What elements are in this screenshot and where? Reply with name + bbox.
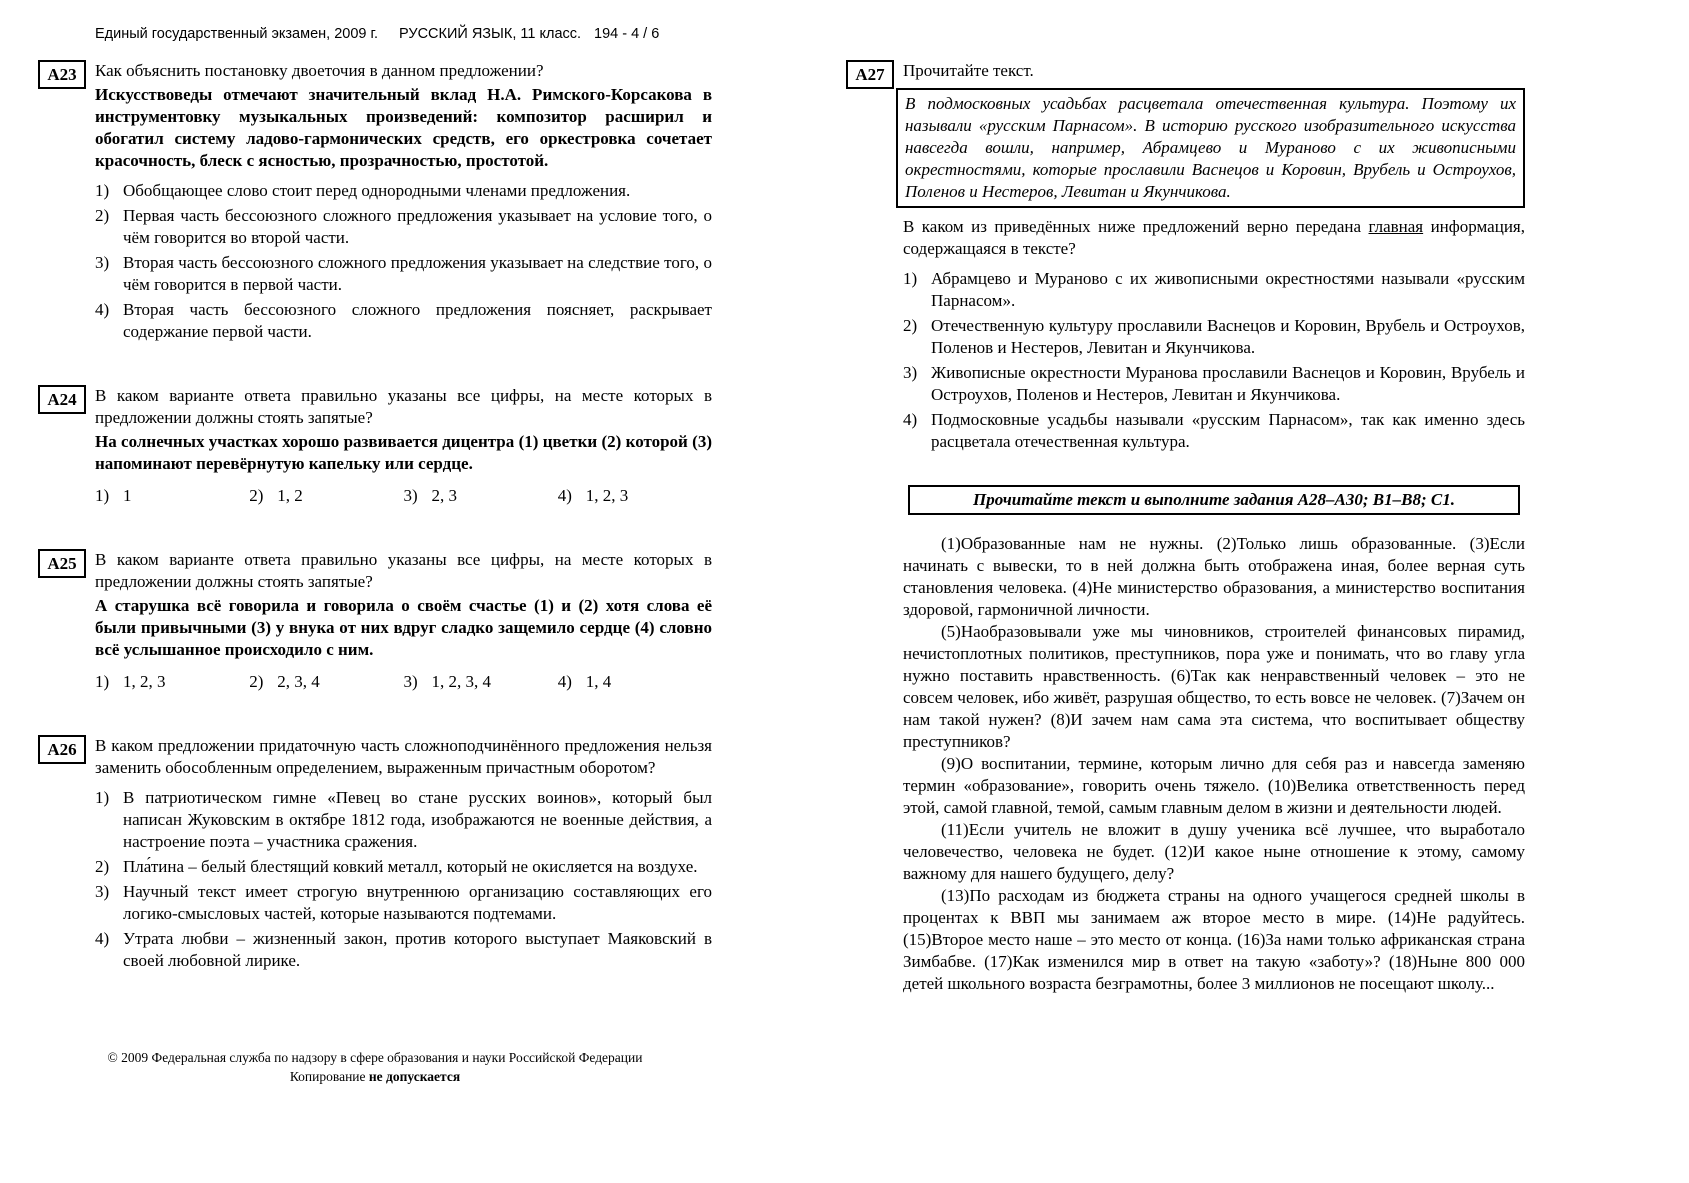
- answer-option: [558, 671, 712, 693]
- option-number: 2): [95, 206, 110, 225]
- answer-option: [95, 881, 712, 925]
- answer-options: [95, 671, 712, 693]
- option-number: 4): [557, 486, 572, 505]
- option-number: 4): [95, 300, 110, 319]
- question-prompt: В каком варианте ответа правильно указаны все цифры, на месте которых в предложении должны стоять запятые?: [95, 386, 712, 427]
- question-label-a23: А23: [38, 60, 86, 89]
- answer-options: [95, 787, 712, 972]
- header-exam-title: Единый государственный экзамен, 2009 г.: [95, 26, 379, 42]
- option-text: Научный текст имеет строгую внутреннюю организацию составляющих его логико-смысловых частей, которые называются подтемами.: [123, 882, 712, 923]
- question-a24: [38, 385, 712, 507]
- option-text: 2, 3: [431, 486, 457, 505]
- option-text: Вторая часть бессоюзного сложного предложения указывает на следствие того, о чём говорится в первой части.: [123, 253, 712, 294]
- answer-option: [903, 409, 1525, 453]
- option-number: 1): [903, 269, 918, 288]
- question-a26: [38, 735, 712, 972]
- option-number: 4): [903, 410, 918, 429]
- answer-option: [95, 671, 249, 693]
- footer-notice-prefix: Копирование: [289, 1069, 369, 1084]
- answer-option: [903, 362, 1525, 406]
- option-text: Живописные окрестности Муранова прославили Васнецов и Коровин, Врубель и Остроухов, Поленов и Нестеров, Левитан и Якунчикова.: [931, 363, 1525, 404]
- passage-paragraph: (5)Наобразовывали уже мы чиновников, строителей финансовых пирамид, нечистоплотных политиков, преступников, пора уже и понимать, что во главу угла нужно поставить нравственность. (6)Так как ненравственный человек – это не совсем человек, ибо живёт, разрушая общество, то есть вовсе не человек. (7)Зачем он нам такой нужен? (8)И зачем нам сама эта система, что воспитывает обществу преступников?: [903, 622, 1525, 751]
- question-text-underlined: главная: [1368, 217, 1424, 236]
- question-body-a23: [95, 60, 712, 343]
- option-text: В патриотическом гимне «Певец во стане русских воинов», который был написан Жуковским в октябре 1812 года, изображаются не военные действия, а настроение поэта – участника сражения.: [123, 788, 712, 851]
- option-number: 2): [249, 486, 264, 505]
- question-prompt: Прочитайте текст.: [903, 61, 1034, 80]
- answer-option: [95, 205, 712, 249]
- option-number: 1): [95, 788, 110, 807]
- question-label-a25: А25: [38, 549, 86, 578]
- page-footer: [38, 1048, 712, 1086]
- option-text: Абрамцево и Мураново с их живописными окрестностями называли «русским Парнасом».: [931, 269, 1525, 310]
- header-page-code: 194 - 4 / 6: [594, 26, 660, 42]
- answer-option: [95, 299, 712, 343]
- option-text: Утрата любви – жизненный закон, против которого выступает Маяковский в своей любовной лирике.: [123, 929, 712, 970]
- option-text: 1, 2, 3: [123, 672, 166, 691]
- passage-paragraph: (9)О воспитании, термине, которым лично для себя раз и навсегда заменяю термин «образование», говорить очень тяжело. (10)Велика ответственность перед этой, самой главной, темой, самым главным делом в жизни и деятельности людей.: [903, 754, 1525, 817]
- option-text: Вторая часть бессоюзного сложного предложения поясняет, раскрывает содержание первой части.: [123, 300, 712, 341]
- footer-notice-bold: не допускается: [368, 1069, 461, 1084]
- option-number: 1): [95, 672, 110, 691]
- question-body-a25: [95, 549, 712, 693]
- option-text: 1, 2, 3, 4: [431, 672, 491, 691]
- question-sentence: А старушка всё говорила и говорила о своём счастье (1) и (2) хотя слова её были привычными (3) у внука от них вдруг сладко защемило сердце (4) словно всё услышанное происходило с ним.: [95, 596, 712, 659]
- option-number: 3): [403, 672, 418, 691]
- option-number: 1): [95, 181, 110, 200]
- question-sentence: На солнечных участках хорошо развивается дицентра (1) цветки (2) которой (3) напоминают перевёрнутую капельку или сердце.: [95, 432, 712, 473]
- reading-section: [903, 485, 1525, 995]
- answer-option: [95, 856, 712, 878]
- option-number: 4): [557, 672, 572, 691]
- option-number: 1): [95, 486, 110, 505]
- question-prompt: В каком варианте ответа правильно указаны все цифры, на месте которых в предложении должны стоять запятые?: [95, 550, 712, 591]
- question-prompt: В каком предложении придаточную часть сложноподчинённого предложения нельзя заменить обособленным определением, выраженным причастным оборотом?: [95, 736, 712, 777]
- question-sentence: Искусствоведы отмечают значительный вклад Н.А. Римского-Корсакова в инструментовку музыкальных произведений: композитор расширил и обогатил систему ладово-гармонических средств, его оркестровка сочетает красочность, блеск с ясностью, прозрачностью, простотой.: [95, 85, 712, 170]
- answer-option: [249, 485, 403, 507]
- question-text-before: В каком из приведённых ниже предложений верно передана: [903, 217, 1369, 236]
- passage-paragraph: (11)Если учитель не вложит в душу ученика всё лучшее, что выработало человечество, человека не будет. (12)И какое ныне отношение к этому, самому важному для нашего будущего, делу?: [903, 820, 1525, 883]
- question-text: [903, 216, 1525, 260]
- question-label-a24: А24: [38, 385, 86, 414]
- left-column: [38, 60, 712, 972]
- footer-notice: [38, 1067, 712, 1086]
- option-text: 1, 2: [277, 486, 303, 505]
- question-prompt: Как объяснить постановку двоеточия в данном предложении?: [95, 61, 544, 80]
- question-text-after: информация, содержащаяся в тексте?: [903, 217, 1525, 258]
- answer-option: [95, 485, 249, 507]
- question-a27: [846, 60, 1525, 453]
- right-column: [846, 60, 1525, 995]
- answer-option: [903, 268, 1525, 312]
- answer-options: [903, 268, 1525, 453]
- answer-option: [95, 928, 712, 972]
- option-text: 2, 3, 4: [277, 672, 320, 691]
- answer-options: [95, 180, 712, 343]
- source-text-box: В подмосковных усадьбах расцветала отечественная культура. Поэтому их называли «русским Парнасом». В историю русского изобразительного искусства навсегда вошли, например, Абрамцево и Мураново с их живописными окрестностями, которые прославили Васнецов и Коровин, Врубель и Остроухов, Поленов и Нестеров, Левитан и Якунчикова.: [896, 88, 1525, 208]
- option-number: 3): [95, 882, 110, 901]
- option-number: 2): [249, 672, 264, 691]
- option-text: Подмосковные усадьбы называли «русским Парнасом», так как именно здесь расцветала отечественная культура.: [931, 410, 1525, 451]
- passage-paragraph: (1)Образованные нам не нужны. (2)Только лишь образованные. (3)Если начинать с вывески, то в ней должна быть отображена иная, более верная суть становления человека. (4)Не министерство образования, а министерство воспитания здоровой, гармоничной личности.: [903, 534, 1525, 619]
- answer-option: [249, 671, 403, 693]
- option-text: 1, 4: [585, 672, 612, 691]
- answer-option: [404, 485, 558, 507]
- option-number: 3): [903, 363, 918, 382]
- question-body-a27: [903, 60, 1525, 453]
- option-text: 1, 2, 3: [585, 486, 629, 505]
- instruction-box: Прочитайте текст и выполните задания А28–А30; В1–В8; С1.: [908, 485, 1520, 515]
- answer-option: [903, 315, 1525, 359]
- question-body-a26: [95, 735, 712, 972]
- option-text: Обобщающее слово стоит перед однородными членами предложения.: [123, 181, 631, 200]
- question-a23: [38, 60, 712, 343]
- option-number: 3): [403, 486, 418, 505]
- option-text: Пла́тина – белый блестящий ковкий металл, который не окисляется на воздухе.: [123, 857, 698, 876]
- option-text: Отечественную культуру прославили Васнецов и Коровин, Врубель и Остроухов, Поленов и Нестеров, Левитан и Якунчикова.: [931, 316, 1525, 357]
- question-a25: [38, 549, 712, 693]
- option-number: 2): [95, 857, 110, 876]
- option-number: 3): [95, 253, 110, 272]
- footer-copyright: © 2009 Федеральная служба по надзору в сфере образования и науки Российской Федерации: [107, 1050, 643, 1065]
- option-text: 1: [123, 486, 132, 505]
- answer-option: [95, 787, 712, 853]
- answer-option: [404, 671, 558, 693]
- answer-option: [558, 485, 712, 507]
- question-body-a24: [95, 385, 712, 507]
- passage-paragraph: (13)По расходам из бюджета страны на одного учащегося средней школы в процентах к ВВП мы занимаем аж второе место в мире. (14)Не радуйтесь. (15)Второе место наше – это место от конца. (16)За нами только африканская страна Зимбабве. (17)Как изменился мир в ответ на такую «заботу»? (18)Ныне 800 000 детей школьного возраста безграмотны, более 3 миллионов не посещают школу...: [903, 886, 1525, 993]
- option-text: Первая часть бессоюзного сложного предложения указывает на условие того, о чём говорится во второй части.: [123, 206, 712, 247]
- answer-option: [95, 252, 712, 296]
- option-number: 2): [903, 316, 918, 335]
- option-number: 4): [95, 929, 110, 948]
- header-subject: РУССКИЙ ЯЗЫК, 11 класс.: [399, 26, 582, 42]
- question-label-a27: А27: [846, 60, 894, 89]
- answer-options: [95, 485, 712, 507]
- question-label-a26: А26: [38, 735, 86, 764]
- answer-option: [95, 180, 712, 202]
